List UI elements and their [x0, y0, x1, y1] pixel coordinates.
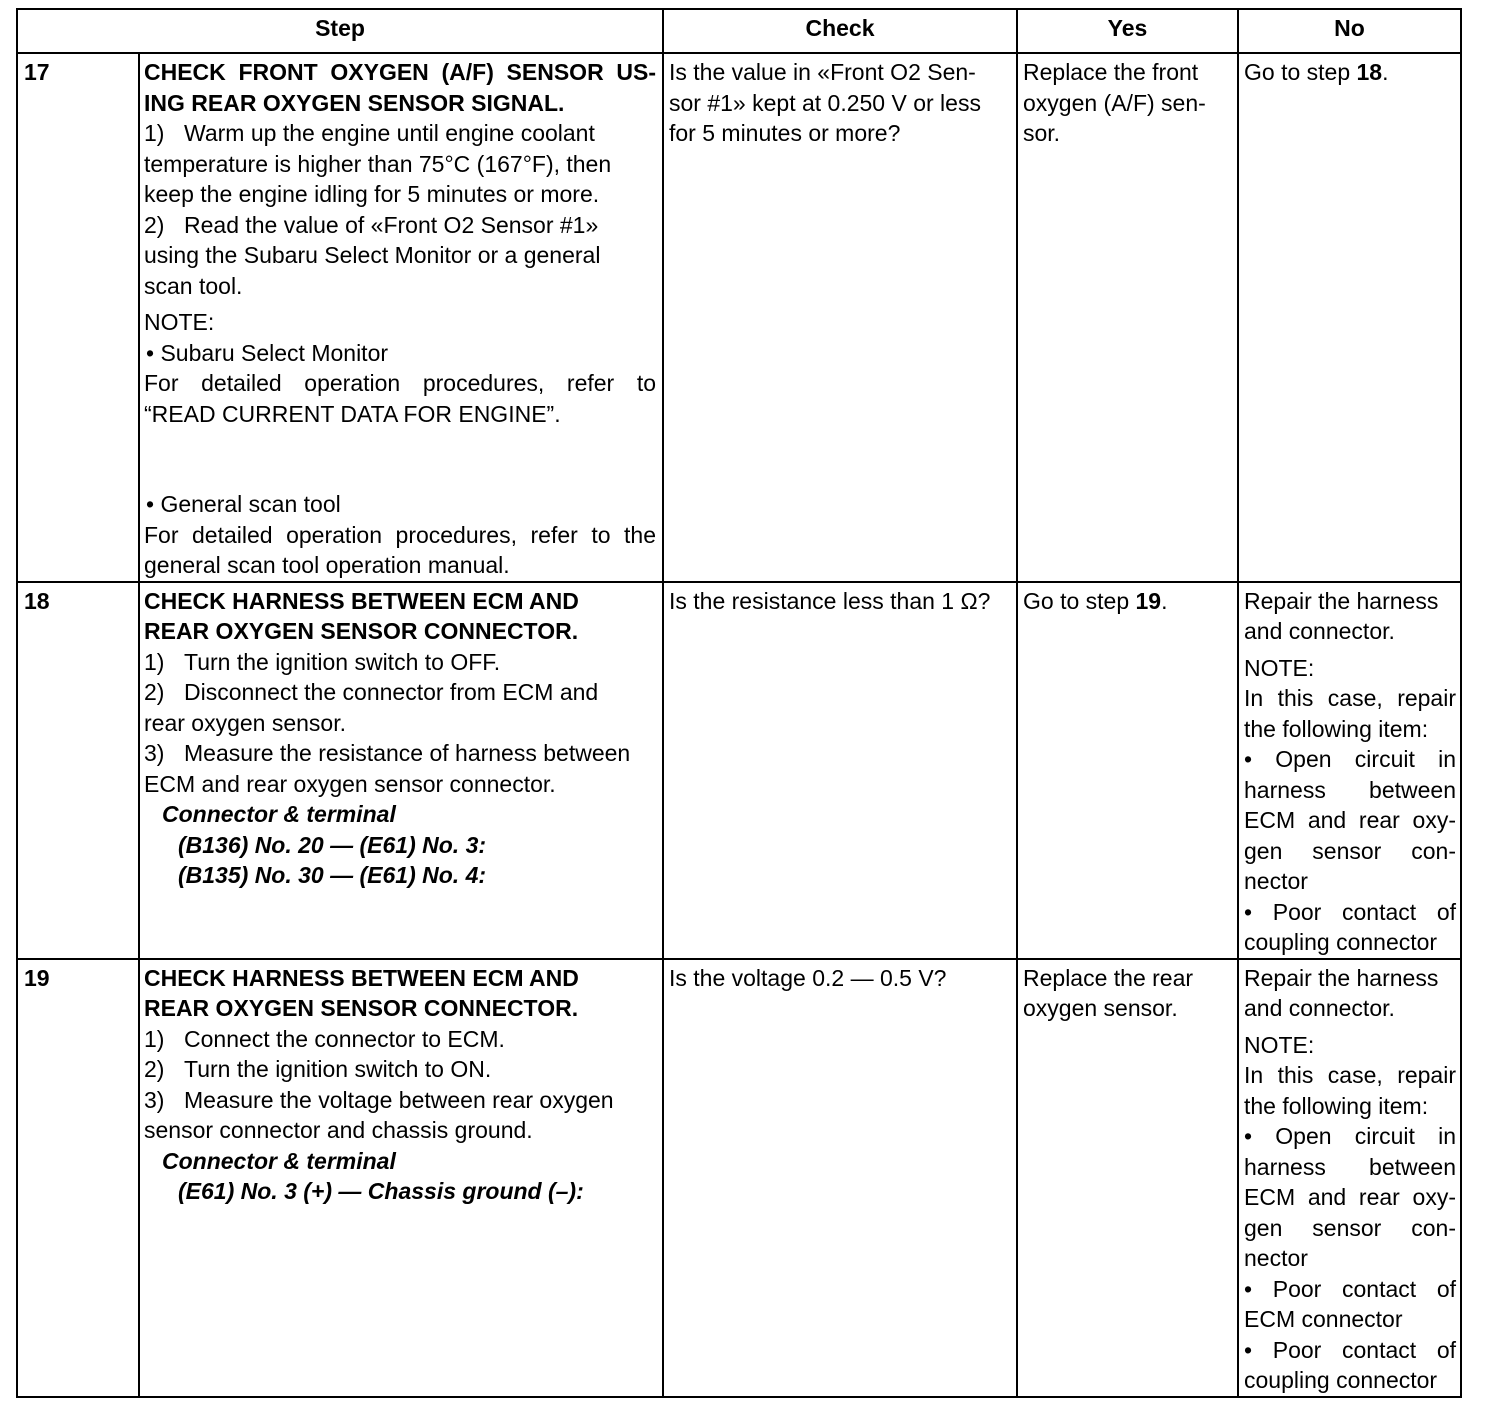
check-question: Is the voltage 0.2 — 0.5 V? — [663, 959, 1017, 1397]
substep: 1) Turn the ignition switch to OFF. — [144, 648, 501, 675]
no-action: Go to step 18. — [1238, 53, 1461, 582]
table-row — [17, 959, 1461, 1397]
substep: 3) Measure the voltage between rear oxygen — [144, 1086, 614, 1113]
step-title: CHECK HARNESS BETWEEN ECM AND REAR OXYGEN SENSOR CONNECTOR. — [144, 964, 579, 1021]
header-step: Step — [17, 9, 663, 53]
step-number: 17 — [17, 53, 139, 582]
diagnostic-table — [16, 8, 1462, 1398]
bullet-item: • Subaru Select Monitor — [144, 338, 656, 369]
header-row — [17, 9, 1461, 53]
no-action: Repair the harness and connector. NOTE: In this case, repair the following item: • Open circuit in harness between ECM and rear oxy- gen sensor con- nector • Poor contact of ECM connector • Poor contact of coupling connector — [1238, 959, 1461, 1397]
note-label: NOTE: — [144, 309, 215, 335]
step-instructions: CHECK HARNESS BETWEEN ECM AND REAR OXYGEN SENSOR CONNECTOR. 1) Connect the connector to ECM. 2) Turn the ignition switch to ON. 3) Measure the voltage between rear oxygen sensor connector and chassis ground. Connector & terminal (E61) No. 3 (+) — Chassis ground (–): — [139, 959, 663, 1397]
substep: 1) Warm up the engine until engine coolant — [144, 120, 595, 146]
header-check: Check — [663, 9, 1017, 53]
substep: 1) Connect the connector to ECM. — [144, 1025, 505, 1052]
bullet-item: • Poor contact of — [1244, 1335, 1456, 1366]
bullet-item: • Open circuit in — [1244, 1121, 1456, 1152]
bullet-item: • Poor contact of — [1244, 1274, 1456, 1305]
terminal-spec: (B136) No. 20 — (E61) No. 3: — [178, 831, 487, 858]
no-action: Repair the harness and connector. NOTE: In this case, repair the following item: • Open circuit in harness between ECM and rear oxy- gen sensor con- nector • Poor contact of coupling connector — [1238, 582, 1461, 959]
note-label: NOTE: — [1244, 1031, 1315, 1058]
step-instructions: CHECK HARNESS BETWEEN ECM AND REAR OXYGEN SENSOR CONNECTOR. 1) Turn the ignition switch to OFF. 2) Disconnect the connector from ECM and rear oxygen sensor. 3) Measure the resistance of harness between ECM and rear oxygen sensor connector. Connector & terminal (B136) No. 20 — (E61) No. 3: (B135) No. 30 — (E61) No. 4: — [139, 582, 663, 959]
terminal-spec: (E61) No. 3 (+) — Chassis ground (–): — [178, 1178, 584, 1204]
substep: 2) Turn the ignition switch to ON. — [144, 1056, 492, 1082]
step-instructions: CHECK FRONT OXYGEN (A/F) SENSOR US- ING REAR OXYGEN SENSOR SIGNAL. 1) Warm up the engine until engine coolant temperature is higher than 75°C (167°F), then keep the engine idling for 5 minutes or more. 2) Read the value of «Front O2 Sensor #1» using the Subaru Select Monitor or a general scan tool. NOTE: • Subaru Select Monitor For detailed operation procedures, refer to “READ CURRENT DATA FOR ENGINE”. • General scan tool For detailed operation procedures, refer to the general scan tool operation manual. — [139, 53, 663, 582]
substep: 2) Read the value of «Front O2 Sensor #1» — [144, 211, 599, 238]
yes-action: Replace the front oxygen (A/F) sen- sor. — [1017, 53, 1238, 582]
check-question: Is the resistance less than 1 Ω? — [663, 582, 1017, 959]
step-number: 19 — [17, 959, 139, 1397]
connector-terminal-label: Connector & terminal — [162, 801, 396, 827]
substep: 2) Disconnect the connector from ECM and — [144, 679, 599, 705]
step-reference: 19 — [1135, 587, 1162, 614]
header-yes: Yes — [1017, 9, 1238, 53]
check-question: Is the value in «Front O2 Sen- sor #1» kept at 0.250 V or less for 5 minutes or more? — [663, 53, 1017, 582]
step-number: 18 — [17, 582, 139, 959]
bullet-item: • Poor contact of — [1244, 897, 1456, 928]
yes-action: Go to step 19. — [1017, 582, 1238, 959]
step-title: CHECK HARNESS BETWEEN ECM AND REAR OXYGEN SENSOR CONNECTOR. — [144, 587, 579, 644]
bullet-item: • Open circuit in — [1244, 744, 1456, 775]
table-row — [17, 53, 1461, 582]
substep: 3) Measure the resistance of harness between — [144, 740, 631, 766]
step-reference: 18 — [1356, 59, 1383, 85]
note-label: NOTE: — [1244, 654, 1315, 681]
terminal-spec: (B135) No. 30 — (E61) No. 4: — [178, 862, 487, 888]
bullet-item: • General scan tool — [144, 489, 656, 520]
connector-terminal-label: Connector & terminal — [162, 1147, 396, 1174]
table-row — [17, 582, 1461, 959]
header-no: No — [1238, 9, 1461, 53]
yes-action: Replace the rear oxygen sensor. — [1017, 959, 1238, 1397]
step-title: CHECK FRONT OXYGEN (A/F) SENSOR US- ING REAR OXYGEN SENSOR SIGNAL. — [144, 59, 656, 116]
